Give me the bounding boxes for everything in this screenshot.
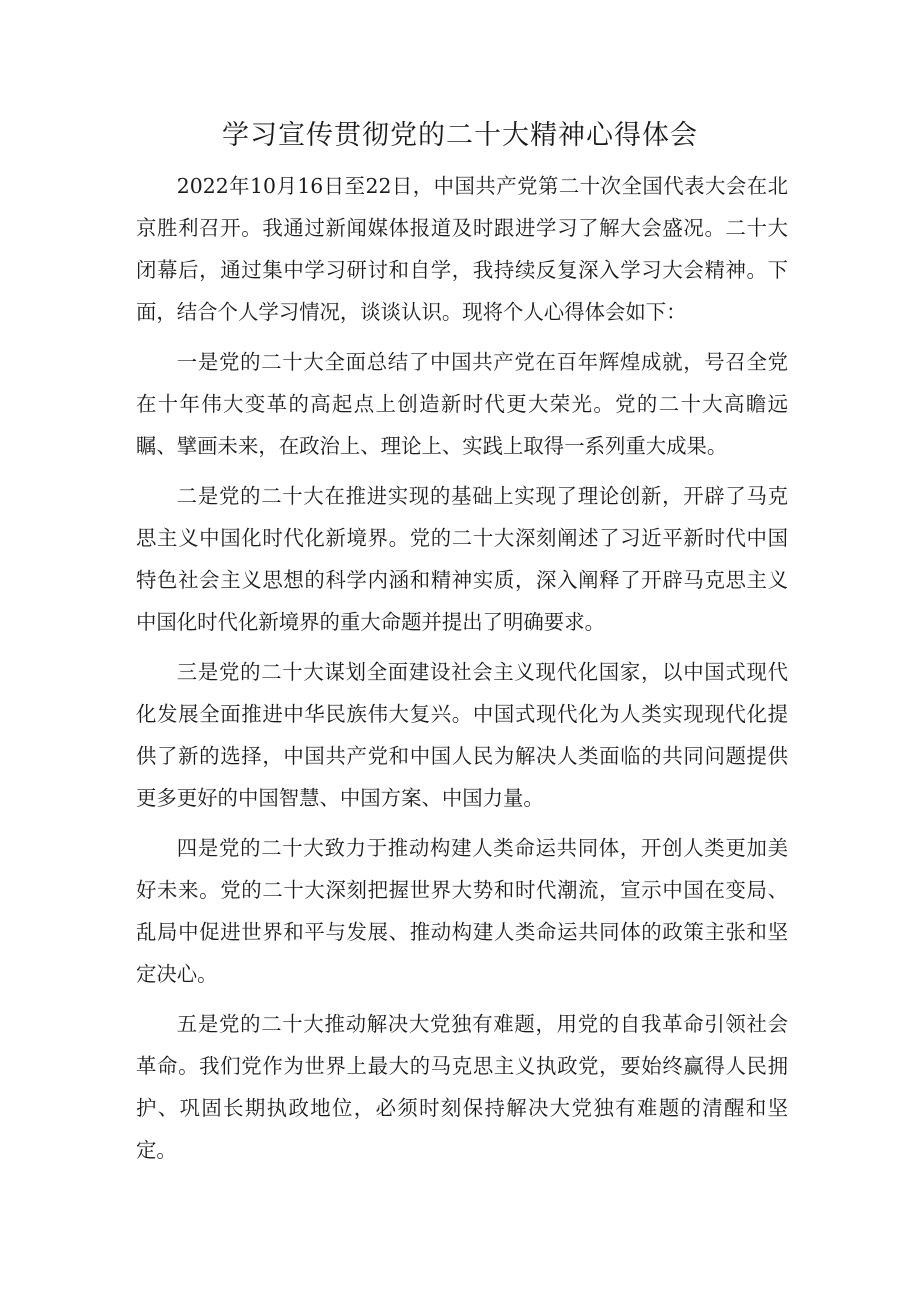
paragraph-point-4: 四是党的二十大致力于推动构建人类命运共同体，开创人类更加美好未来。党的二十大深刻把握世界大势和时代潮流，宣示中国在变局、乱局中促进世界和平与发展、推动构建人类命运共同体的政策主张和坚定决心。 — [136, 836, 788, 986]
paragraph-intro: 2022年10月16日至22日，中国共产党第二十次全国代表大会在北京胜利召开。我通过新闻媒体报道及时跟进学习了解大会盛况。二十大闭幕后，通过集中学习研讨和自学，我持续反复深入学习大会精神。下面，结合个人学习情况，谈谈认识。现将个人心得体会如下： — [136, 174, 788, 324]
paragraph-point-2: 二是党的二十大在推进实现的基础上实现了理论创新，开辟了马克思主义中国化时代化新境界。党的二十大深刻阐述了习近平新时代中国特色社会主义思想的科学内涵和精神实质，深入阐释了开辟马克思主义中国化时代化新境界的重大命题并提出了明确要求。 — [136, 484, 788, 634]
paragraph-point-1: 一是党的二十大全面总结了中国共产党在百年辉煌成就，号召全党在十年伟大变革的高起点上创造新时代更大荣光。党的二十大高瞻远瞩、擘画未来，在政治上、理论上、实践上取得一系列重大成果。 — [136, 350, 788, 458]
document-body — [136, 165, 788, 1179]
paragraph-point-5: 五是党的二十大推动解决大党独有难题，用党的自我革命引领社会革命。我们党作为世界上最大的马克思主义执政党，要始终赢得人民拥护、巩固长期执政地位，必须时刻保持解决大党独有难题的清醒和坚定。 — [136, 1012, 788, 1162]
paragraph-point-3: 三是党的二十大谋划全面建设社会主义现代化国家，以中国式现代化发展全面推进中华民族伟大复兴。中国式现代化为人类实现现代化提供了新的选择，中国共产党和中国人民为解决人类面临的共同问题提供更多更好的中国智慧、中国方案、中国力量。 — [136, 660, 788, 810]
document-title: 学习宣传贯彻党的二十大精神心得体会 — [222, 120, 698, 151]
